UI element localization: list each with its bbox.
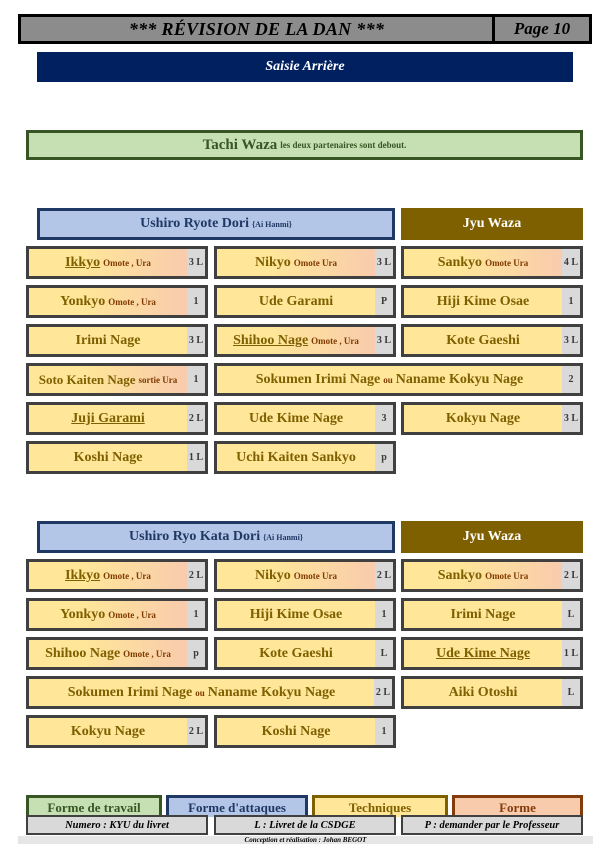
technique-cell bbox=[401, 324, 583, 357]
technique-cell bbox=[26, 402, 208, 435]
technique-cell bbox=[401, 285, 583, 318]
jyu-waza-header-2: Jyu Waza bbox=[401, 521, 583, 553]
technique-cell bbox=[401, 246, 583, 279]
technique-ref: 1 bbox=[562, 288, 580, 315]
technique-connector: ou bbox=[195, 687, 205, 698]
technique-ref: P bbox=[375, 288, 393, 315]
technique-label: Sokumen Irimi Nage bbox=[67, 684, 193, 700]
technique-label: Irimi Nage bbox=[75, 332, 141, 348]
technique-cell bbox=[26, 441, 208, 474]
technique-cell bbox=[26, 285, 208, 318]
technique-cell bbox=[401, 676, 583, 709]
technique-cell bbox=[214, 285, 396, 318]
technique-label: Koshi Nage bbox=[261, 723, 331, 739]
attack-label: Ushiro Ryo Kata Dori bbox=[129, 529, 261, 544]
technique-ref: 1 bbox=[187, 601, 205, 628]
technique-label: Soto Kaiten Nage bbox=[38, 371, 136, 387]
technique-label: Ude Kime Nage bbox=[435, 645, 531, 661]
technique-variant: sortie Ura bbox=[138, 374, 178, 385]
technique-ref: 3 L bbox=[562, 405, 580, 432]
credit: Conception et réalisation : Johan BEGOT bbox=[244, 836, 367, 844]
jyu-waza-header-1: Jyu Waza bbox=[401, 208, 583, 240]
technique-ref: p bbox=[375, 444, 393, 471]
technique-cell bbox=[401, 402, 583, 435]
technique-label: Aiki Otoshi bbox=[448, 684, 518, 700]
technique-label: Kote Gaeshi bbox=[446, 332, 520, 348]
technique-variant: Omote Ura bbox=[293, 570, 338, 581]
technique-ref: 1 bbox=[187, 366, 205, 393]
technique-ref: 2 L bbox=[374, 679, 392, 706]
technique-label: Ikkyo bbox=[65, 254, 101, 270]
technique-label: Sankyo bbox=[437, 254, 483, 270]
technique-variant: Omote , Ura bbox=[108, 609, 156, 620]
technique-label: Shihoo Nage bbox=[45, 645, 121, 661]
technique-cell bbox=[26, 637, 208, 670]
technique-ref: 3 L bbox=[375, 327, 393, 354]
legend-form: Forme bbox=[452, 795, 583, 817]
technique-label: Yonkyo bbox=[60, 606, 106, 622]
technique-label: Kokyu Nage bbox=[70, 723, 146, 739]
technique-cell bbox=[26, 715, 208, 748]
technique-ref: 1 L bbox=[187, 444, 205, 471]
legend-prof: P : demander par le Professeur bbox=[401, 815, 583, 835]
technique-label: Sokumen Irimi Nage bbox=[255, 371, 381, 387]
technique-label: Hiji Kime Osae bbox=[436, 293, 530, 309]
technique-variant: Omote Ura bbox=[485, 570, 529, 581]
technique-ref: L bbox=[562, 679, 580, 706]
technique-cell bbox=[401, 598, 583, 631]
technique-label-alt: Naname Kokyu Nage bbox=[207, 684, 336, 700]
technique-label: Koshi Nage bbox=[73, 449, 143, 465]
technique-label: Shihoo Nage bbox=[233, 332, 309, 348]
technique-ref: 2 L bbox=[375, 562, 393, 589]
technique-ref: 1 L bbox=[562, 640, 580, 667]
technique-variant: Omote , Ura bbox=[103, 570, 151, 581]
technique-ref: 2 L bbox=[187, 562, 205, 589]
work-form-box bbox=[26, 130, 583, 160]
technique-ref: p bbox=[187, 640, 205, 667]
technique-ref: 3 L bbox=[562, 327, 580, 354]
technique-cell-wide bbox=[214, 363, 583, 396]
technique-label-alt: Naname Kokyu Nage bbox=[395, 371, 524, 387]
technique-ref: L bbox=[562, 601, 580, 628]
attack-note: {Ai Hanmi} bbox=[263, 532, 303, 542]
technique-label: Juji Garami bbox=[71, 410, 145, 426]
technique-variant: Omote Ura bbox=[293, 257, 338, 268]
technique-variant: Omote , Ura bbox=[108, 296, 156, 307]
legend-work-form: Forme de travail bbox=[26, 795, 162, 817]
technique-ref: 1 bbox=[187, 288, 205, 315]
technique-cell bbox=[26, 559, 208, 592]
technique-label: Hiji Kime Osae bbox=[249, 606, 343, 622]
attack-header-2 bbox=[37, 521, 395, 553]
technique-connector: ou bbox=[383, 374, 393, 385]
technique-variant: Omote , Ura bbox=[123, 648, 171, 659]
technique-ref: L bbox=[375, 640, 393, 667]
technique-ref: 3 bbox=[375, 405, 393, 432]
technique-cell bbox=[401, 559, 583, 592]
attack-header-1 bbox=[37, 208, 395, 240]
technique-cell bbox=[214, 324, 396, 357]
legend-livret: L : Livret de la CSDGE bbox=[214, 815, 396, 835]
technique-cell-wide bbox=[26, 676, 395, 709]
work-form-note: les deux partenaires sont debout. bbox=[280, 140, 407, 150]
work-form-label: Tachi Waza bbox=[202, 136, 278, 153]
attack-note: {Ai Hanmi} bbox=[252, 219, 292, 229]
technique-cell bbox=[214, 637, 396, 670]
technique-label: Ude Kime Nage bbox=[248, 410, 344, 426]
technique-cell bbox=[26, 598, 208, 631]
technique-cell bbox=[214, 402, 396, 435]
technique-cell bbox=[26, 246, 208, 279]
technique-cell bbox=[214, 246, 396, 279]
technique-variant: Omote Ura bbox=[485, 257, 529, 268]
legend-techniques: Techniques bbox=[312, 795, 448, 817]
technique-variant: Omote , Ura bbox=[311, 335, 359, 346]
technique-ref: 4 L bbox=[562, 249, 580, 276]
technique-label: Kote Gaeshi bbox=[259, 645, 333, 661]
technique-ref: 2 bbox=[562, 366, 580, 393]
technique-label: Kokyu Nage bbox=[445, 410, 521, 426]
technique-cell bbox=[214, 715, 396, 748]
technique-cell bbox=[26, 363, 208, 396]
technique-ref: 1 bbox=[375, 601, 393, 628]
technique-label: Irimi Nage bbox=[450, 606, 516, 622]
technique-ref: 3 L bbox=[187, 327, 205, 354]
page-number: Page 10 bbox=[492, 14, 592, 44]
technique-cell bbox=[214, 441, 396, 474]
legend-attack-form: Forme d'attaques bbox=[166, 795, 308, 817]
page-title: *** RÉVISION DE LA DAN *** bbox=[18, 14, 495, 44]
attack-label: Ushiro Ryote Dori bbox=[140, 216, 250, 231]
technique-label: Nikyo bbox=[254, 254, 291, 270]
technique-ref: 3 L bbox=[187, 249, 205, 276]
technique-ref: 1 bbox=[375, 718, 393, 745]
technique-label: Uchi Kaiten Sankyo bbox=[236, 449, 356, 465]
technique-cell bbox=[214, 559, 396, 592]
category-banner: Saisie Arrière bbox=[37, 52, 573, 82]
technique-ref: 3 L bbox=[375, 249, 393, 276]
technique-cell bbox=[401, 637, 583, 670]
technique-label: Ude Garami bbox=[258, 293, 334, 309]
technique-label: Sankyo bbox=[437, 567, 483, 583]
technique-label: Ikkyo bbox=[65, 567, 101, 583]
technique-cell bbox=[214, 598, 396, 631]
technique-ref: 2 L bbox=[187, 718, 205, 745]
technique-ref: 2 L bbox=[187, 405, 205, 432]
legend-numero: Numero : KYU du livret bbox=[26, 815, 208, 835]
technique-cell bbox=[26, 324, 208, 357]
technique-label: Yonkyo bbox=[60, 293, 106, 309]
technique-label: Nikyo bbox=[254, 567, 291, 583]
technique-ref: 2 L bbox=[562, 562, 580, 589]
technique-variant: Omote , Ura bbox=[103, 257, 151, 268]
